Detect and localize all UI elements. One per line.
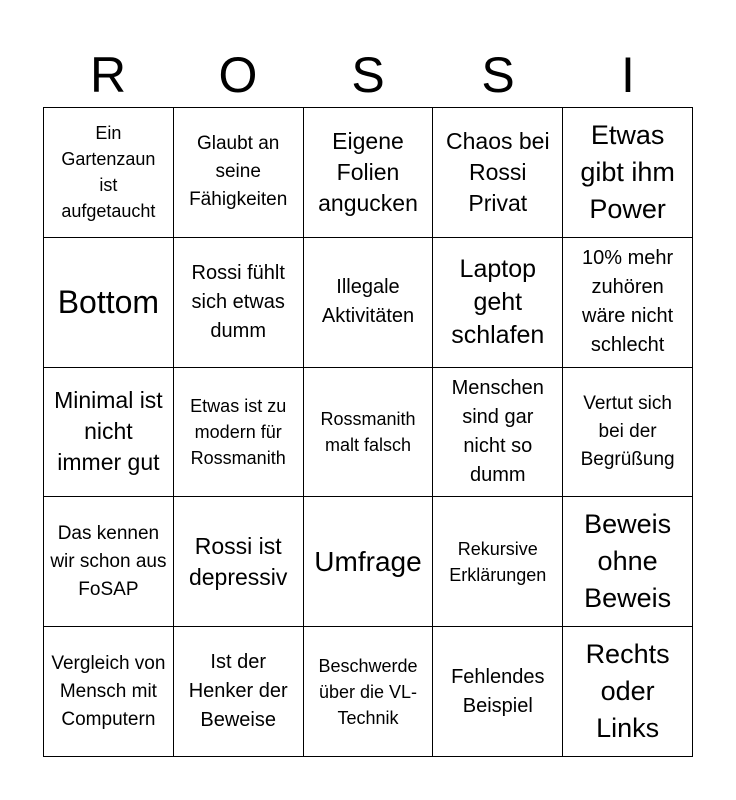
cell-text: 10% mehr zuhören wäre nicht schlecht bbox=[582, 247, 674, 357]
cell-text: Vergleich von Mensch mit Computern bbox=[51, 652, 166, 730]
bingo-cell[interactable] bbox=[44, 108, 174, 238]
cell-text: Ist der Henker der Beweise bbox=[188, 651, 288, 732]
bingo-header bbox=[43, 42, 693, 108]
bingo-cell[interactable] bbox=[433, 627, 563, 757]
bingo-cell[interactable] bbox=[563, 108, 693, 238]
bingo-cell[interactable] bbox=[44, 368, 174, 498]
bingo-cell[interactable] bbox=[44, 627, 174, 757]
bingo-cell[interactable] bbox=[304, 238, 434, 368]
cell-text: Das kennen wir schon aus FoSAP bbox=[50, 522, 167, 600]
cell-text: Eigene Folien angucken bbox=[318, 127, 418, 216]
cell-text: Beschwerde über die VL-Technik bbox=[318, 655, 418, 728]
cell-text: Minimal ist nicht immer gut bbox=[54, 387, 163, 476]
bingo-cell[interactable] bbox=[174, 497, 304, 627]
bingo-cell[interactable] bbox=[563, 627, 693, 757]
bingo-cell[interactable] bbox=[304, 368, 434, 498]
cell-text: Umfrage bbox=[314, 546, 422, 578]
header-letter-r: R bbox=[89, 47, 127, 103]
bingo-grid bbox=[43, 107, 693, 757]
cell-text: Illegale Aktivitäten bbox=[321, 276, 415, 328]
cell-text: Ein Gartenzaun ist aufgetaucht bbox=[61, 123, 156, 222]
header-letter-s-2: S bbox=[481, 47, 515, 103]
cell-text: Chaos bei Rossi Privat bbox=[446, 127, 550, 216]
cell-text: Rossmanith malt falsch bbox=[320, 408, 416, 455]
bingo-cell[interactable] bbox=[433, 497, 563, 627]
cell-text: Rossi fühlt sich etwas dumm bbox=[191, 261, 285, 342]
bingo-cell[interactable] bbox=[304, 497, 434, 627]
bingo-cell[interactable] bbox=[433, 238, 563, 368]
cell-text: Glaubt an seine Fähigkeiten bbox=[189, 133, 288, 211]
cell-text: Beweis ohne Beweis bbox=[584, 509, 672, 614]
bingo-cell[interactable] bbox=[304, 627, 434, 757]
cell-text: Rechts oder Links bbox=[585, 639, 670, 744]
bingo-cell[interactable] bbox=[44, 497, 174, 627]
cell-text: Bottom bbox=[57, 284, 160, 321]
cell-text: Menschen sind gar nicht so dumm bbox=[451, 376, 544, 486]
bingo-cell[interactable] bbox=[174, 368, 304, 498]
bingo-cell[interactable] bbox=[433, 108, 563, 238]
bingo-cell[interactable] bbox=[174, 238, 304, 368]
cell-text: Vertut sich bei der Begrüßung bbox=[580, 392, 675, 470]
cell-text: Laptop geht schlafen bbox=[451, 254, 545, 349]
cell-text: Rekursive Erklärungen bbox=[449, 538, 547, 585]
cell-text: Etwas ist zu modern für Rossmanith bbox=[190, 395, 287, 468]
bingo-cell[interactable] bbox=[433, 368, 563, 498]
bingo-cell[interactable] bbox=[174, 627, 304, 757]
cell-text: Fehlendes Beispiel bbox=[451, 665, 545, 717]
bingo-cell[interactable] bbox=[563, 368, 693, 498]
bingo-cell[interactable] bbox=[44, 238, 174, 368]
cell-text: Rossi ist depressiv bbox=[188, 532, 288, 590]
header-letter-s-1: S bbox=[351, 47, 385, 103]
bingo-cell[interactable] bbox=[304, 108, 434, 238]
bingo-cell[interactable] bbox=[563, 238, 693, 368]
bingo-cell[interactable] bbox=[563, 497, 693, 627]
header-letter-i: I bbox=[621, 47, 635, 103]
cell-text: Etwas gibt ihm Power bbox=[580, 119, 675, 224]
bingo-cell[interactable] bbox=[174, 108, 304, 238]
header-letter-o: O bbox=[218, 47, 258, 103]
